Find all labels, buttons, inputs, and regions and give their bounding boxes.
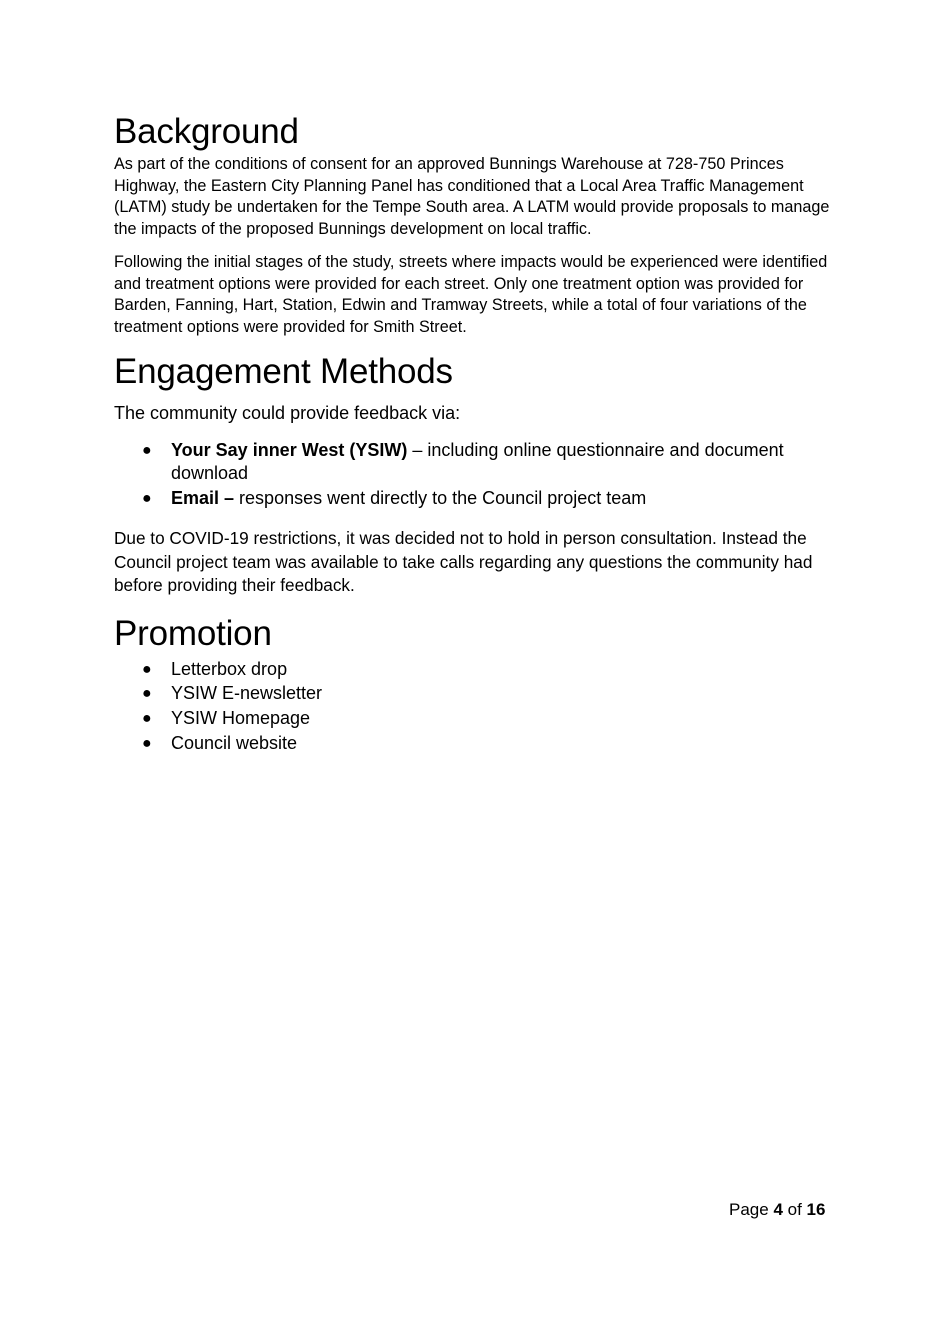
engagement-intro: The community could provide feedback via: [114,403,461,423]
list-item [114,439,830,485]
list-item-text: responses went directly to the Council project team [234,488,647,508]
background-paragraph-2: Following the initial stages of the study, streets where impacts would be experienced were identified and treatment options were provided for each street. Only one treatment option was provided for Barden, Fanning, Hart, Station, Edwin and Tramway Streets, while a total of four variations of the treatment options were provided for Smith Street. [114,253,828,336]
footer-separator: of [782,1200,807,1219]
background-paragraph-1: As part of the conditions of consent for an approved Bunnings Warehouse at 728-750 Princes Highway, the Eastern City Planning Panel has conditioned that a Local Area Traffic Management (LATM) study be undertaken for the Tempe South area. A LATM would provide proposals to manage the impacts of the proposed Bunnings development on local traffic. [114,155,830,238]
list-item-text: – including online questionnaire and document download [171,440,784,483]
list-item-text: Letterbox drop [171,658,288,679]
background-heading: Background [114,112,299,151]
total-page-count: 16 [806,1200,826,1219]
list-item-text: YSIW E-newsletter [171,683,323,704]
bullet-icon: ● [142,734,152,752]
list-item-text: Council website [171,732,298,753]
list-item [114,707,830,730]
bullet-icon: ● [142,710,152,728]
list-item-bold: Your Say inner West (YSIW) [171,440,408,460]
page-number-footer [729,1199,825,1221]
bullet-icon: ● [142,490,152,507]
list-item-bold: Email – [171,488,235,508]
footer-prefix: Page [729,1200,774,1219]
promotion-list [114,658,830,755]
current-page-number: 4 [773,1200,783,1219]
promotion-heading: Promotion [114,613,272,653]
engagement-methods-list [114,439,830,510]
list-item [114,658,830,681]
page-content [114,112,830,756]
bullet-icon: ● [142,442,152,459]
engagement-methods-heading: Engagement Methods [114,352,453,391]
bullet-icon: ● [142,685,152,703]
bullet-icon: ● [142,660,152,678]
list-item [114,487,830,510]
covid-paragraph: Due to COVID-19 restrictions, it was decided not to hold in person consultation. Instead the Council project team was available to take calls regarding any questions the community had before providing their feedback. [114,528,813,596]
list-item [114,682,830,705]
list-item [114,732,830,755]
list-item-text: YSIW Homepage [171,708,311,729]
